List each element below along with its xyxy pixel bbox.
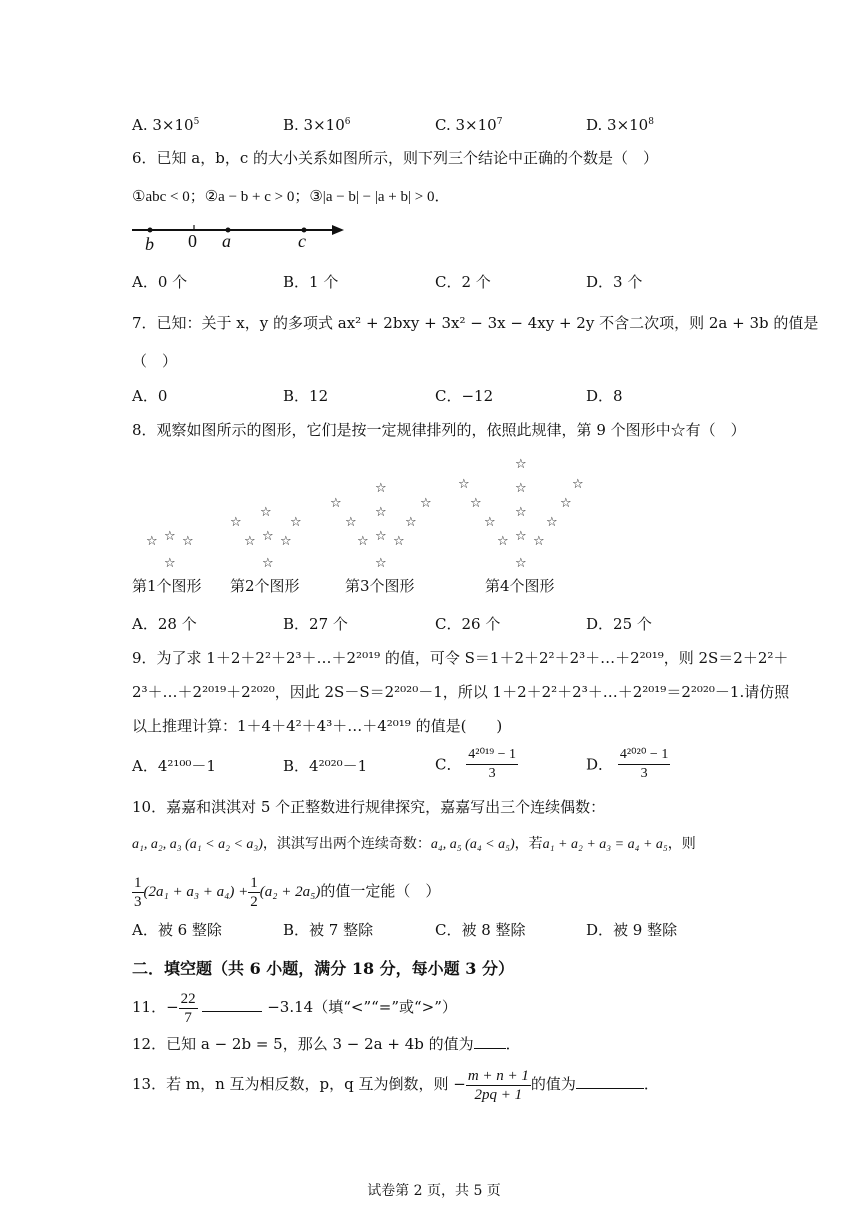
q9-line-3: 以上推理计算：1＋4＋4²＋4³＋…＋4²⁰¹⁹ 的值是( ) [132, 717, 503, 735]
star-mark: ☆ [458, 477, 470, 492]
star-mark: ☆ [375, 481, 387, 496]
section-2-heading: 二．填空题（共 6 小题，满分 18 分，每小题 3 分） [132, 959, 514, 978]
star-mark: ☆ [470, 496, 482, 511]
q6-stem: 6．已知 a，b，c 的大小关系如图所示，则下列三个结论中正确的个数是（ ） [132, 149, 659, 167]
q8-option-a[interactable]: A．28 个 [132, 615, 197, 633]
numberline-label-0: 0 [188, 231, 197, 251]
q7-option-b[interactable]: B．12 [283, 387, 329, 405]
star-mark: ☆ [393, 534, 405, 549]
q9-option-a[interactable]: A．4²¹⁰⁰－1 [132, 757, 216, 775]
star-mark: ☆ [280, 534, 292, 549]
q8-stem: 8．观察如图所示的图形，它们是按一定规律排列的，依照此规律，第 9 个图形中☆有（ ） [132, 421, 746, 439]
star-mark: ☆ [515, 529, 527, 544]
numberline-label-c: c [298, 231, 306, 251]
q13: 13．若 m，n 互为相反数，p，q 互为倒数，则 − $\frac{m + n + 1}{2pq + 1}$ 的值为 ． [132, 1067, 659, 1103]
q9-line-1: 9．为了求 1＋2＋2²＋2³＋…＋2²⁰¹⁹ 的值，可令 S＝1＋2＋2²＋2³＋…＋2²⁰¹⁹，则 2S＝2＋2²＋ [132, 649, 789, 667]
star-mark: ☆ [515, 505, 527, 520]
q10-option-d[interactable]: D．被 9 整除 [586, 921, 678, 939]
star-mark: ☆ [330, 496, 342, 511]
q8-caption-3: 第3个图形 [345, 577, 415, 595]
star-mark: ☆ [230, 515, 242, 530]
star-mark: ☆ [497, 534, 509, 549]
q9-option-d[interactable]: D． $\frac{\text{4²⁰²⁰ − 1}}{3}$ [586, 747, 669, 781]
star-mark: ☆ [244, 534, 256, 549]
q12-answer-blank[interactable] [474, 1048, 506, 1049]
q9-option-c[interactable]: C． $\frac{\text{4²⁰¹⁹ − 1}}{3}$ [435, 747, 517, 781]
star-mark: ☆ [164, 529, 176, 544]
q6-option-b[interactable]: B．1 个 [283, 273, 339, 291]
q7-stem-cont: （ ） [132, 352, 178, 370]
star-mark: ☆ [405, 515, 417, 530]
q6-option-d[interactable]: D．3 个 [586, 273, 643, 291]
star-mark: ☆ [290, 515, 302, 530]
q8-caption-4: 第4个图形 [485, 577, 555, 595]
q9-option-b[interactable]: B．4²⁰²⁰－1 [283, 757, 368, 775]
star-mark: ☆ [375, 505, 387, 520]
q9-line-2: 2³＋…＋2²⁰¹⁹＋2²⁰²⁰，因此 2S－S＝2²⁰²⁰－1，所以 1＋2＋2²＋2³＋…＋2²⁰¹⁹＝2²⁰²⁰－1.请仿照 [132, 683, 790, 701]
q8-option-d[interactable]: D．25 个 [586, 615, 652, 633]
q7-option-a[interactable]: A．0 [132, 387, 168, 405]
q5-option-d[interactable]: D. $3\times 10^8$ [586, 116, 654, 134]
star-mark: ☆ [262, 529, 274, 544]
q6-conditions: ①abc < 0；②a − b + c > 0；③|a − b| − |a + b| > 0． [132, 189, 450, 205]
q10-line-3: $\frac{1}{3}$ (2a₁ + a₃ + a₄) + $\frac{1}{2}$ (a₂ + 2a₅)的值一定能（ ） [134, 874, 441, 910]
q6-number-line [128, 216, 358, 256]
star-mark: ☆ [375, 556, 387, 571]
numberline-label-a: a [222, 231, 231, 251]
star-mark: ☆ [420, 496, 432, 511]
q13-answer-blank[interactable] [576, 1088, 644, 1089]
page-footer: 试卷第 2 页，共 5 页 [367, 1183, 501, 1199]
q7-stem: 7．已知：关于 x，y 的多项式 ax² + 2bxy + 3x² − 3x − 4xy + 2y 不含二次项，则 2a + 3b 的值是 [132, 314, 819, 332]
star-mark: ☆ [146, 534, 158, 549]
q11: 11．− $\frac{22}{7}$ −3.14（填“<”“=”或“>”） [132, 990, 457, 1026]
q6-option-a[interactable]: A．0 个 [132, 273, 188, 291]
star-mark: ☆ [533, 534, 545, 549]
q10-option-b[interactable]: B．被 7 整除 [283, 921, 374, 939]
q5-option-b[interactable]: B. $3\times 10^6$ [283, 116, 351, 134]
q7-option-c[interactable]: C．−12 [435, 387, 494, 405]
q12: 12．已知 a − 2b = 5，那么 3 − 2a + 4b 的值为 ． [132, 1035, 521, 1053]
star-mark: ☆ [560, 496, 572, 511]
q10-line-2: a₁, a₂, a₃ (a₁ < a₂ < a₃)，淇淇写出两个连续奇数：a₄, a₅ (a₄ < a₅)，若a₁ + a₂ + a₃ = a₄ + a₅，则 [132, 836, 696, 852]
q8-caption-2: 第2个图形 [230, 577, 300, 595]
q8-option-c[interactable]: C．26 个 [435, 615, 501, 633]
star-mark: ☆ [515, 457, 527, 472]
star-mark: ☆ [357, 534, 369, 549]
q5-option-c[interactable]: C. $3\times 10^7$ [435, 116, 503, 134]
q10-option-a[interactable]: A．被 6 整除 [132, 921, 222, 939]
q5-option-a[interactable]: A. $3\times 10^5$ [132, 116, 200, 134]
star-mark: ☆ [484, 515, 496, 530]
q6-option-c[interactable]: C．2 个 [435, 273, 491, 291]
star-mark: ☆ [572, 477, 584, 492]
q8-option-b[interactable]: B．27 个 [283, 615, 348, 633]
star-mark: ☆ [345, 515, 357, 530]
star-mark: ☆ [182, 534, 194, 549]
star-mark: ☆ [375, 529, 387, 544]
star-mark: ☆ [515, 556, 527, 571]
star-mark: ☆ [262, 556, 274, 571]
star-mark: ☆ [515, 481, 527, 496]
star-mark: ☆ [164, 556, 176, 571]
star-mark: ☆ [260, 505, 272, 520]
numberline-label-b: b [145, 234, 154, 254]
star-mark: ☆ [546, 515, 558, 530]
q10-option-c[interactable]: C．被 8 整除 [435, 921, 526, 939]
q8-caption-1: 第1个图形 [132, 577, 202, 595]
q11-answer-blank[interactable] [202, 1011, 262, 1012]
q10-line-1: 10．嘉嘉和淇淇对 5 个正整数进行规律探究，嘉嘉写出三个连续偶数： [132, 798, 606, 816]
q7-option-d[interactable]: D．8 [586, 387, 623, 405]
